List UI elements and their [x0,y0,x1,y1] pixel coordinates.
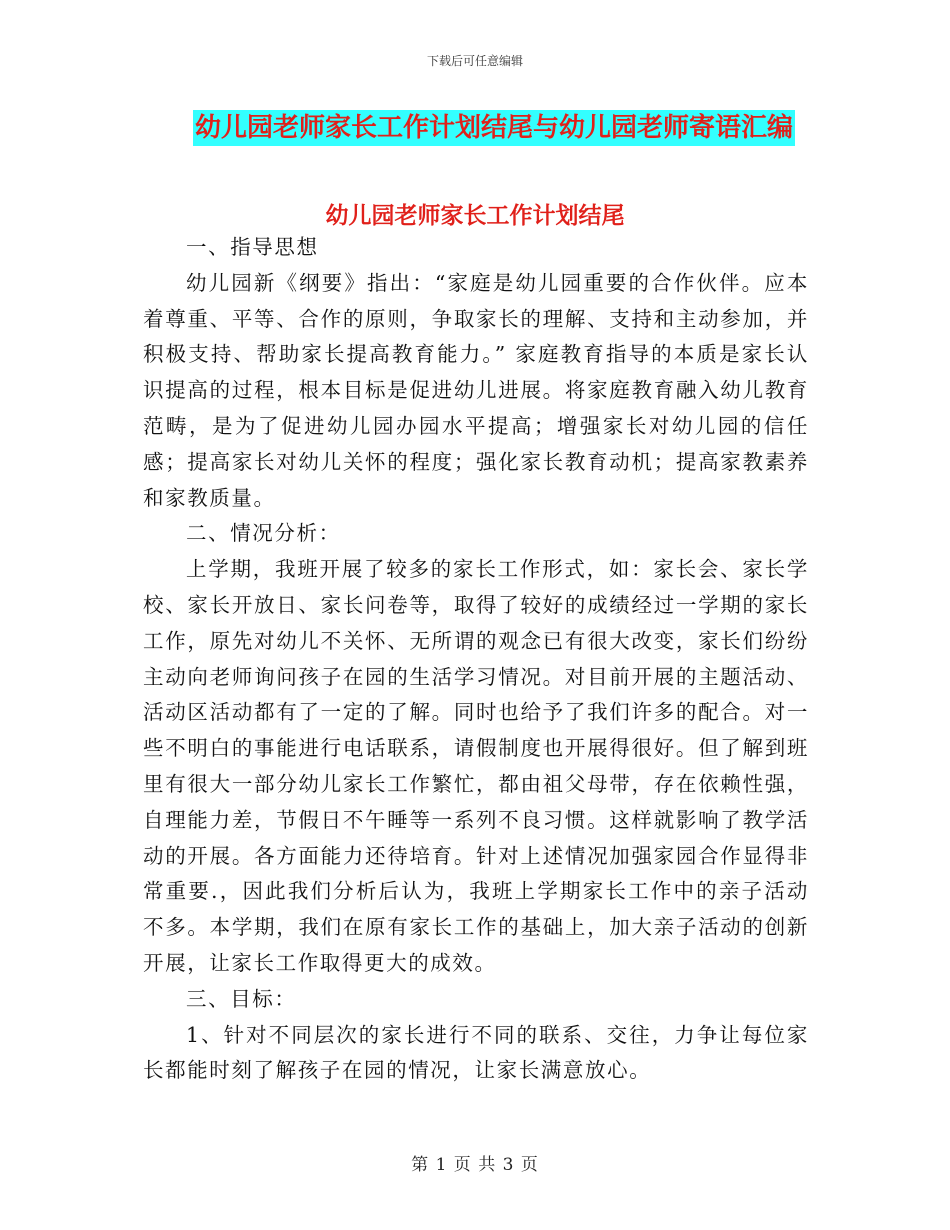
paragraph-guiding-ideology: 幼儿园新《纲要》指出：“家庭是幼儿园重要的合作伙伴。应本着尊重、平等、合作的原则，争取家长的理解、支持和主动参加，并积极支持、帮助家长提高教育能力。” 家庭教育指导的本质是家长认识提高的过程，根本目标是促进幼儿进展。将家庭教育融入幼儿教育范畴，是为了促进幼儿园办园水平提高；增强家长对幼儿园的信任感；提高家长对幼儿关怀的程度；强化家长教育动机；提高家教素养和家教质量。 [143,270,809,510]
paragraph-goal-1: 1、针对不同层次的家长进行不同的联系、交往，力争让每位家长都能时刻了解孩子在园的情况，让家长满意放心。 [143,1022,809,1083]
main-title-container [193,110,795,146]
section-title: 幼儿园老师家长工作计划结尾 [325,202,625,229]
heading-situation-analysis: 二、情况分析： [186,521,341,546]
heading-goals: 三、目标： [186,986,297,1011]
heading-guiding-ideology: 一、指导思想 [186,235,319,259]
page-footer: 第 1 页 共 3 页 [411,1155,539,1175]
document-body [143,230,809,1089]
header-note: 下载后可任意编辑 [426,54,523,68]
paragraph-situation-analysis: 上学期，我班开展了较多的家长工作形式，如：家长会、家长学校、家长开放日、家长问卷等，取得了较好的成绩经过一学期的家长工作，原先对幼儿不关怀、无所谓的观念已有很大改变，家长们纷纷主动向老师询问孩子在园的生活学习情况。对目前开展的主题活动、活动区活动都有了一定的了解。同时也给予了我们许多的配合。对一些不明白的事能进行电话联系，请假制度也开展得很好。但了解到班里有很大一部分幼儿家长工作繁忙，都由祖父母带，存在依赖性强，自理能力差，节假日不午睡等一系列不良习惯。这样就影响了教学活动的开展。各方面能力还待培育。针对上述情况加强家园合作显得非常重要.，因此我们分析后认为，我班上学期家长工作中的亲子活动不多。本学期，我们在原有家长工作的基础上，加大亲子活动的创新开展，让家长工作取得更大的成效。 [143,557,809,975]
main-title: 幼儿园老师家长工作计划结尾与幼儿园老师寄语汇编 [193,110,795,146]
